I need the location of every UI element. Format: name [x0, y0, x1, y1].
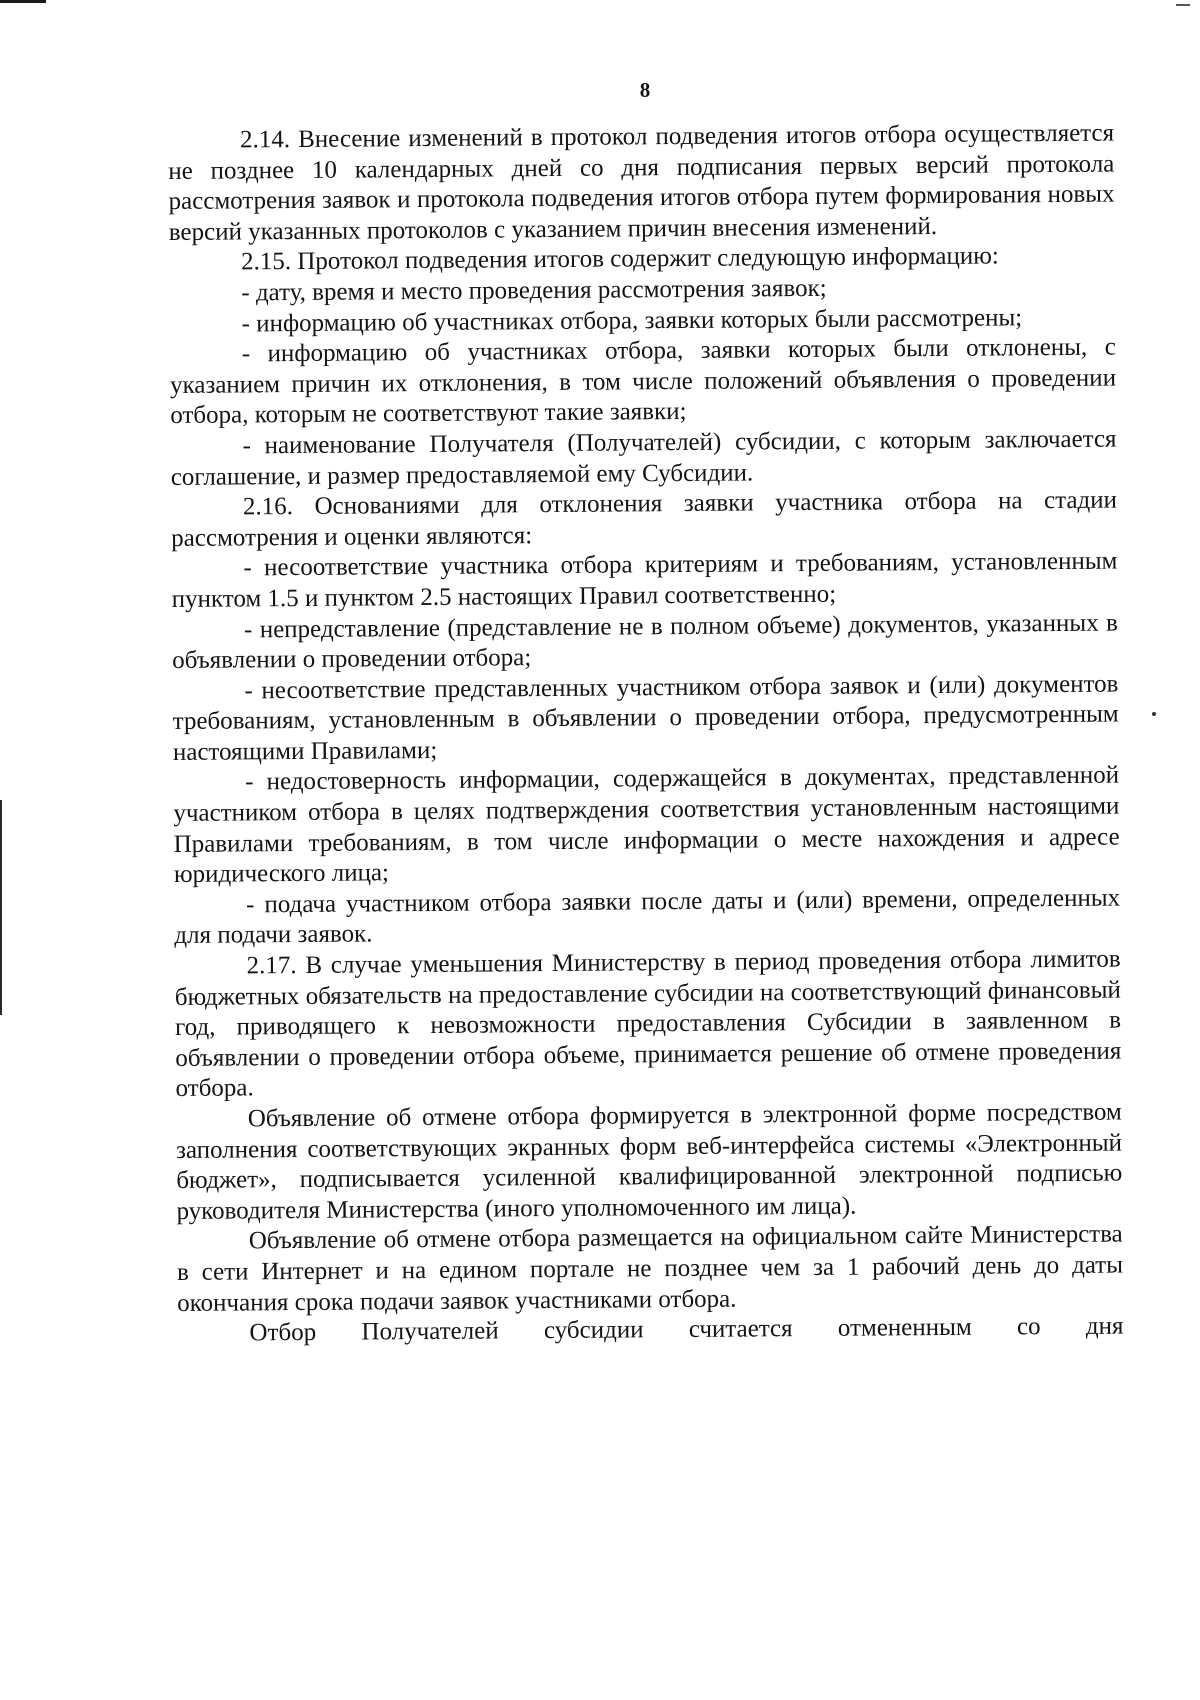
list-item-considered-participants: - информацию об участниках отбора, заявки которых были рассмотрены;	[241, 303, 1023, 337]
scan-edge-mark	[1176, 4, 1190, 6]
list-item-date-time-place: - дату, время и место проведения рассмотрения заявок;	[241, 274, 827, 307]
list-item-noncompliance-documents: - несоответствие представленных участником отбора заявок и (или) документов требованиям, установленным в объявлении о проведении отбора, предусмотренным настоящими Правилами;	[172, 670, 1119, 766]
list-item-missing-documents: - непредставление (представление не в полном объеме) документов, указанных в объявлении о проведении отбора;	[172, 609, 1119, 675]
list-item-late-submission: - подача участником отбора заявки после даты и (или) времени, определенных для подачи заявок.	[174, 884, 1121, 950]
paragraph-2-15: 2.15. Протокол подведения итогов содержит следующую информацию:	[240, 242, 999, 276]
paragraph-2-16: 2.16. Основаниями для отклонения заявки участника отбора на стадии рассмотрения и оценки являются:	[171, 486, 1118, 552]
document-body	[168, 119, 1124, 1350]
scan-speck	[1152, 712, 1156, 716]
list-item-rejected-participants: - информацию об участниках отбора, заявки которых были отклонены, с указанием причин их отклонения, в том числе положений объявления о проведении отбора, которым не соответствуют такие заявки;	[169, 333, 1117, 430]
paragraph-2-14: 2.14. Внесение изменений в протокол подведения итогов отбора осуществляется не позднее 10 календарных дней со дня подписания первых версий протокола рассмотрения заявок и протокола подведения итогов отбора путем формирования новых версий указанных протоколов с указанием причин внесения изменений.	[168, 119, 1115, 246]
list-item-unreliable-information: - недостоверность информации, содержащейся в документах, представленной участником отбора в целях подтверждения соответствия установленным настоящими Правилами требованиям, в том числе информации о месте нахождения и адресе юридического лица;	[173, 762, 1120, 889]
list-item-noncompliance-criteria: - несоответствие участника отбора критериям и требованиям, установленным пунктом 1.5 и пунктом 2.5 настоящих Правил соответственно;	[171, 547, 1118, 613]
scan-edge-mark	[0, 0, 46, 3]
scan-edge-mark	[0, 800, 2, 1015]
paragraph-2-17: 2.17. В случае уменьшения Министерству в период проведения отбора лимитов бюджетных обязательств на предоставление субсидии на соответствующий финансовый год, приводящего к невозможности предоставления Субсидии в заявленном в объявлении о проведении отбора объеме, принимается решение об отмене проведения отбора.	[174, 945, 1122, 1103]
paragraph-cancellation-form: Объявление об отмене отбора формируется в электронной форме посредством заполнения соответствующих экранных форм веб-интерфейса системы «Электронный бюджет», подписывается усиленной квалифицированной электронной подписью руководителя Министерства (иного уполномоченного им лица).	[175, 1098, 1123, 1225]
paragraph-selection-cancelled: Отбор Получателей субсидии считается отмененным со дня	[249, 1312, 1124, 1347]
paragraph-cancellation-publication: Объявление об отмене отбора размещается на официальном сайте Министерства в сети Интернет и на едином портале не позднее чем за 1 рабочий день до даты окончания срока подачи заявок участниками отбора.	[176, 1220, 1124, 1317]
list-item-recipient-name: - наименование Получателя (Получателей) субсидии, с которым заключается соглашение, и размер предоставляемой ему Субсидии.	[170, 425, 1117, 491]
page-number: 8	[639, 78, 651, 102]
